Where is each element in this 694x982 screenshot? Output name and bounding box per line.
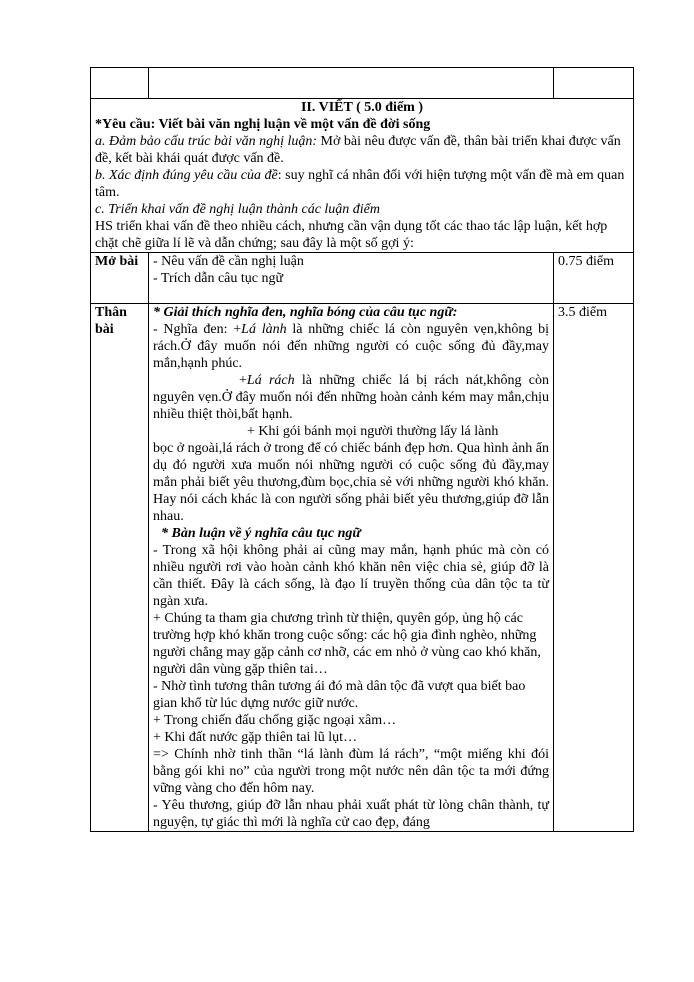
- than-bai-row: [91, 304, 634, 832]
- criterion-b-label: b. Xác định đúng yêu cầu của đề: [95, 168, 278, 183]
- section-heading: II. VIẾT ( 5.0 điểm ): [300, 100, 423, 115]
- than-bai-label: Thân bài: [91, 304, 149, 832]
- mo-bai-score: 0.75 điểm: [554, 253, 634, 304]
- para-1-text: là những chiếc lá còn nguyên vẹn,không bị rách.Ở đây muốn nói đến những người có cuộc sống đủ đầy,may mắn,hạnh phúc.: [153, 322, 550, 371]
- than-bai-para-7: + Trong chiến đấu chống giặc ngoại xâm…: [153, 713, 397, 728]
- criterion-c-label: c. Triển khai vấn đề nghị luận thành các luận điểm: [95, 202, 381, 217]
- criterion-c-text: HS triển khai vấn đề theo nhiều cách, nhưng cần vận dụng tốt các thao tác lập luận, kết hợp chặt chẽ giữa lí lẽ và dẫn chứng; sau đây là một số gợi ý:: [95, 219, 608, 251]
- criterion-a-label: a. Đảm bảo cấu trúc bài văn nghị luận:: [95, 134, 318, 149]
- mo-bai-line-1: - Nêu vấn đề cần nghị luận: [153, 254, 304, 269]
- mo-bai-row: [91, 253, 634, 304]
- than-bai-para-10: - Yêu thương, giúp đỡ lẫn nhau phải xuất phát từ lòng chân thành, tự nguyện, tự giác thì mới là nghĩa cử cao đẹp, đáng: [153, 798, 549, 830]
- criterion-b-text: : suy nghĩ cá nhân đối với hiện tượng một vấn đề mà em quan tâm.: [95, 168, 625, 200]
- para-2-prefix: +: [239, 373, 247, 388]
- than-bai-para-4: - Trong xã hội không phải ai cũng may mắn, hạnh phúc mà còn có nhiều người rơi vào hoàn cảnh khó khăn nên việc chia sẻ, giúp đỡ là cần thiết. Đây là cách sống, là đạo lí truyền thống của dân tộc ta từ ngàn xưa.: [153, 543, 549, 609]
- than-bai-score: 3.5 điểm: [554, 304, 634, 832]
- than-bai-heading-1: * Giải thích nghĩa đen, nghĩa bóng của câu tục ngữ:: [153, 305, 458, 320]
- empty-cell: [91, 68, 149, 99]
- criterion-b: [95, 167, 629, 201]
- criterion-a: [95, 133, 629, 167]
- than-bai-para-9: => Chính nhờ tinh thần “lá lành đùm lá rách”, “một miếng khi đói bằng gói khi no” của người trong một nước nên dân tộc ta mới đứng vững vàng cho đến hôm nay.: [153, 747, 549, 796]
- than-bai-para-1: [153, 321, 549, 372]
- section-row: [91, 99, 634, 253]
- para-2-term: Lá rách: [246, 373, 295, 388]
- section-cell: [91, 99, 634, 253]
- table-header-row: [91, 68, 634, 99]
- than-bai-para-8: + Khi đất nước gặp thiên tai lũ lụt…: [153, 730, 358, 745]
- empty-cell: [554, 68, 634, 99]
- than-bai-para-2: [153, 372, 549, 423]
- requirement-text: *Yêu cầu: Viết bài văn nghị luận về một vấn đề đời sống: [95, 117, 431, 132]
- than-bai-para-3b: bọc ở ngoài,lá rách ở trong để có chiếc bánh đẹp hơn. Qua hình ảnh ẩn dụ đó người xưa muốn nói những người có cuộc sống đủ đầy,may mắn phải biết yêu thương,đùm bọc,chia sẻ với những người khó khăn. Hay nói cách khác là con người sống phải biết yêu thương,giúp đỡ lẫn nhau.: [153, 441, 549, 524]
- para-1-term: Lá lành: [241, 322, 287, 337]
- criterion-a-text: Mở bài nêu được vấn đề, thân bài triển khai được vấn đề, kết bài khái quát được vấn đề.: [95, 134, 621, 166]
- mo-bai-content: [149, 253, 554, 304]
- than-bai-para-3a: + Khi gói bánh mọi người thường lấy lá lành: [247, 424, 499, 439]
- than-bai-heading-2: * Bàn luận về ý nghĩa câu tục ngữ: [161, 526, 361, 541]
- than-bai-content: [149, 304, 554, 832]
- para-1-prefix: - Nghĩa đen: +: [153, 322, 242, 337]
- para-2-text: là những chiếc lá bị rách nát,không còn nguyên vẹn.Ở đây muốn nói đến những hoàn cảnh kém may mắn,chịu nhiều thiệt thòi,bất hạnh.: [153, 373, 549, 422]
- grading-table: [90, 67, 634, 832]
- than-bai-para-5: + Chúng ta tham gia chương trình từ thiện, quyên góp, ủng hộ các trường hợp khó khăn trong cuộc sống: các hộ gia đình nghèo, những người chẳng may gặp cảnh cơ nhỡ, các em nhỏ ở vùng cao khó khăn, người dân vùng gặp thiên tai…: [153, 611, 541, 677]
- mo-bai-label: Mở bài: [91, 253, 149, 304]
- empty-cell: [149, 68, 554, 99]
- mo-bai-line-2: - Trích dẫn câu tục ngữ: [153, 271, 284, 286]
- than-bai-para-6: - Nhờ tình tương thân tương ái đó mà dân tộc đã vượt qua biết bao gian khổ từ lúc dựng nước giữ nước.: [153, 679, 526, 711]
